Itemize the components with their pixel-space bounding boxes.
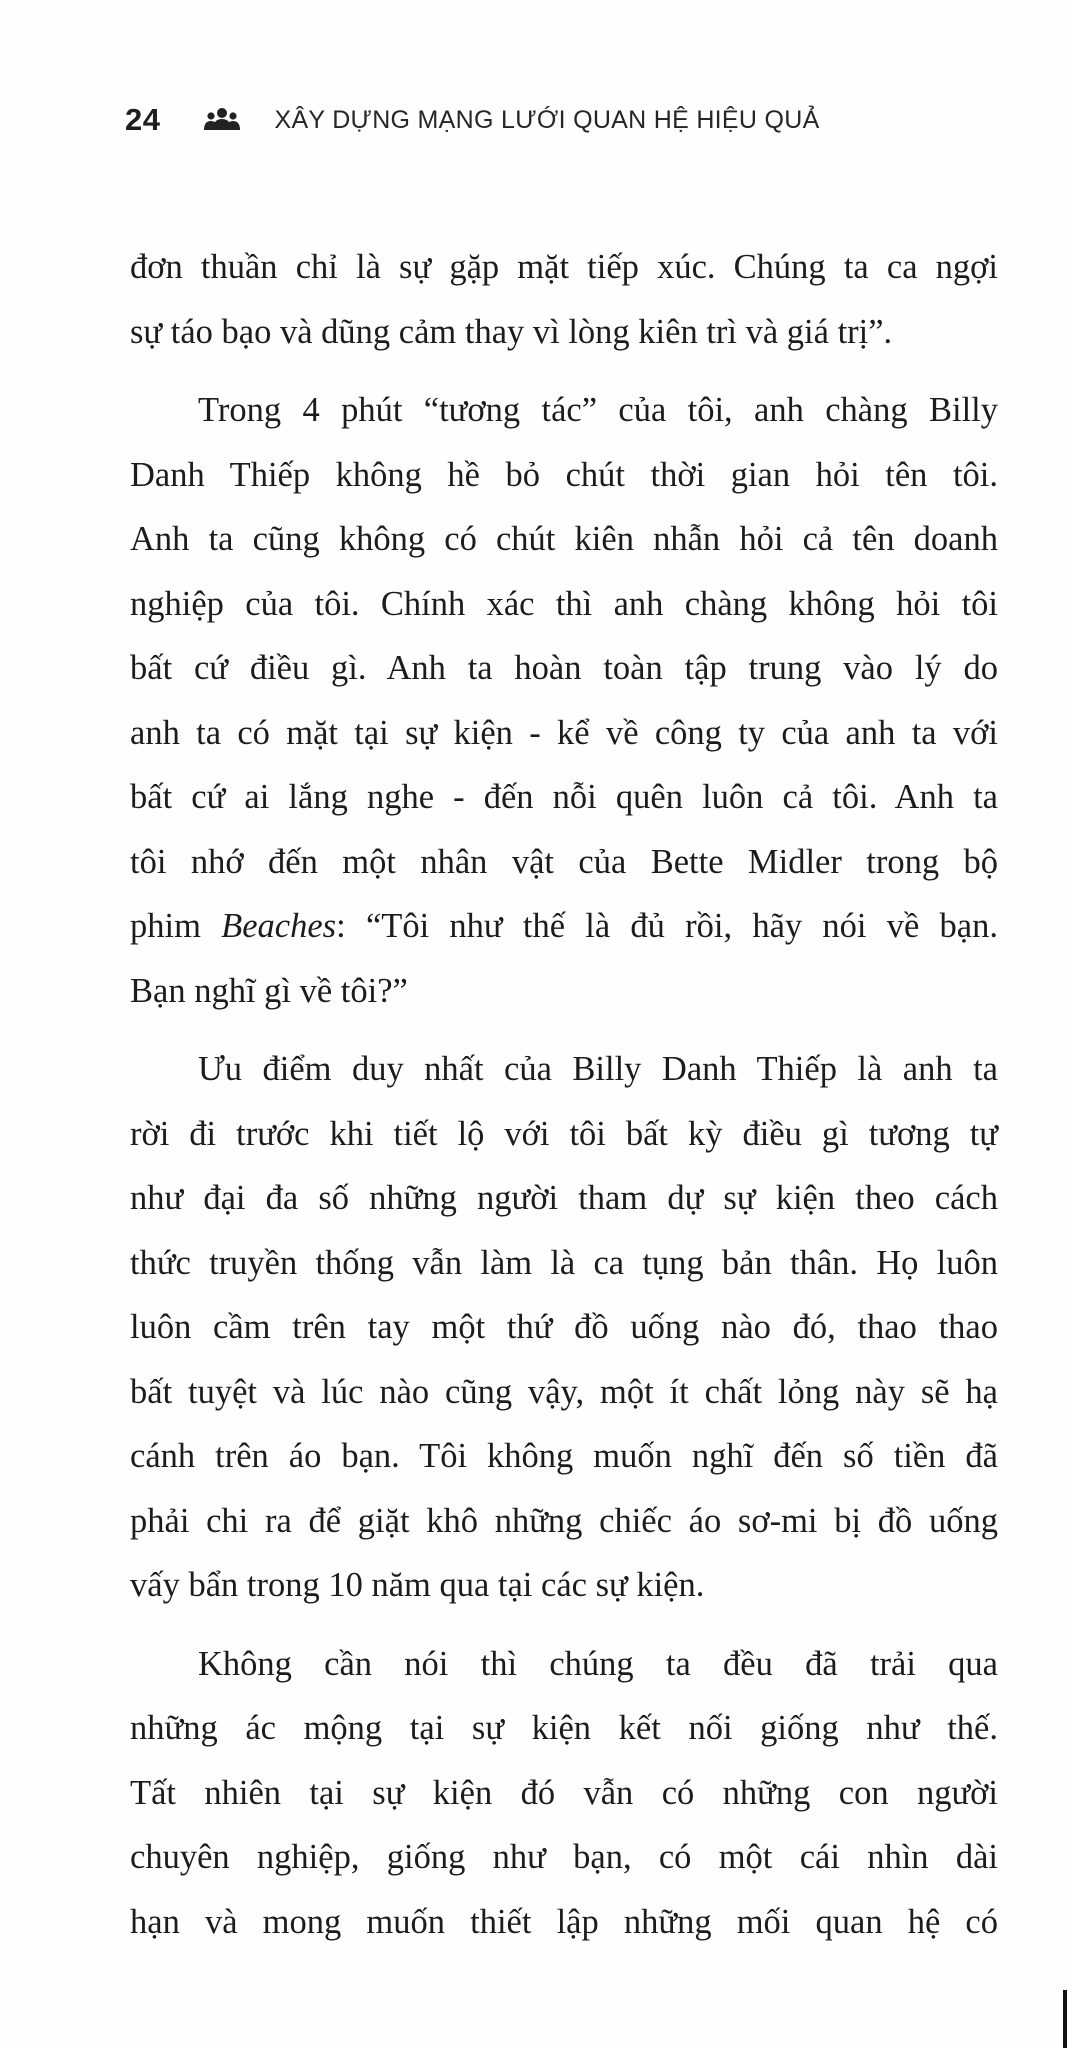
text-line: vấy bẩn trong 10 năm qua tại các sự kiện.: [130, 1566, 705, 1604]
text-line: thức truyền thống vẫn làm là ca tụng bản thân. Họ luôn: [130, 1243, 998, 1282]
text-line: những ác mộng tại sự kiện kết nối giống như thế.: [130, 1709, 998, 1747]
people-group-icon: [204, 106, 240, 134]
text-line: bất cứ điều gì. Anh ta hoàn toàn tập trung vào lý do: [130, 649, 998, 687]
text-line: tôi nhớ đến một nhân vật của Bette Midler trong bộ: [130, 842, 998, 881]
text-line: phải chi ra để giặt khô những chiếc áo sơ-mi bị đồ uống: [130, 1501, 998, 1540]
text-line: Tất nhiên tại sự kiện đó vẫn có những con người: [130, 1773, 998, 1812]
text-line: Bạn nghĩ gì về tôi?”: [130, 971, 408, 1010]
book-title: XÂY DỰNG MẠNG LƯỚI QUAN HỆ HIỆU QUẢ: [274, 105, 820, 134]
paragraph-1: [130, 235, 998, 364]
running-header: [125, 98, 820, 142]
paragraph-4: [130, 1632, 998, 1955]
page-number: 24: [125, 102, 161, 137]
text-line: chuyên nghiệp, giống như bạn, có một cái nhìn dài: [130, 1838, 998, 1876]
text-line: cánh trên áo bạn. Tôi không muốn nghĩ đến số tiền đã: [130, 1437, 998, 1475]
text-line: Không cần nói thì chúng ta đều đã trải qua: [198, 1644, 998, 1683]
text-line: bất tuyệt và lúc nào cũng vậy, một ít chất lỏng này sẽ hạ: [130, 1372, 998, 1411]
text-line: nghiệp của tôi. Chính xác thì anh chàng không hỏi tôi: [130, 584, 998, 623]
paragraph-3: [130, 1037, 998, 1618]
text-line: rời đi trước khi tiết lộ với tôi bất kỳ điều gì tương tự: [130, 1114, 998, 1153]
text-line: bất cứ ai lắng nghe - đến nỗi quên luôn cả tôi. Anh ta: [130, 778, 998, 816]
text-line: Ưu điểm duy nhất của Billy Danh Thiếp là anh ta: [198, 1050, 998, 1088]
body-text: [130, 235, 998, 1954]
text-line: Trong 4 phút “tương tác” của tôi, anh chàng Billy: [198, 391, 998, 429]
text-fragment: phim: [130, 907, 222, 945]
text-line: đơn thuần chỉ là sự gặp mặt tiếp xúc. Chúng ta ca ngợi: [130, 248, 998, 286]
text-line: Danh Thiếp không hề bỏ chút thời gian hỏi tên tôi.: [130, 455, 998, 494]
text-line: Anh ta cũng không có chút kiên nhẫn hỏi cả tên doanh: [130, 520, 998, 558]
text-line: sự táo bạo và dũng cảm thay vì lòng kiên trì và giá trị”.: [130, 312, 893, 351]
film-title: Beaches: [221, 907, 337, 945]
paragraph-2: [130, 378, 998, 1023]
text-line: luôn cầm trên tay một thứ đồ uống nào đó, thao thao: [130, 1308, 998, 1346]
text-fragment: : “Tôi như thế là đủ rồi, hãy nói về bạn.: [336, 907, 998, 945]
text-line: như đại đa số những người tham dự sự kiện theo cách: [130, 1179, 998, 1217]
text-line: [130, 894, 998, 959]
text-line: anh ta có mặt tại sự kiện - kể về công ty của anh ta với: [130, 713, 998, 752]
text-line: hạn và mong muốn thiết lập những mối quan hệ có: [130, 1902, 998, 1941]
page-edge-mark: [1063, 1990, 1067, 2048]
